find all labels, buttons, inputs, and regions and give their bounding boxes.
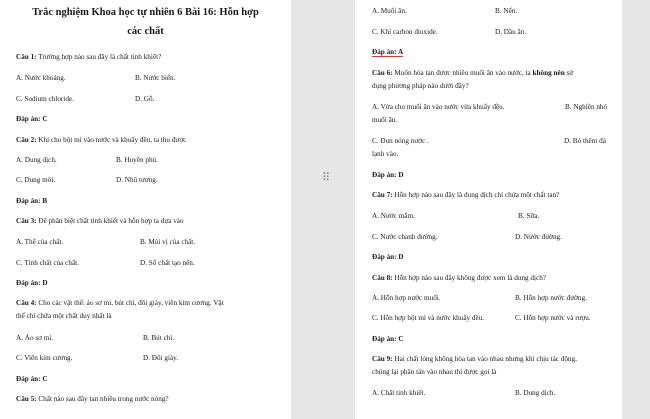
q6-option-d[interactable]: D. Bỏ thêm đá bbox=[564, 137, 606, 145]
question-4-line2: thể chỉ chứa một chất duy nhất là bbox=[16, 312, 112, 320]
q3-option-d[interactable]: D. Số chất tạo nên. bbox=[140, 259, 195, 267]
q4-answer: Đáp án: C bbox=[16, 375, 48, 383]
q1-option-c[interactable]: C. Sodium chloride. bbox=[16, 95, 74, 103]
q2-option-d[interactable]: D. Nhũ tương. bbox=[116, 176, 158, 184]
document-page-right bbox=[355, 0, 622, 419]
question-7: Câu 7: Hỗn hợp nào sau đây là dung dịch chỉ chứa một chất tan? bbox=[372, 191, 560, 199]
q1-option-b[interactable]: B. Nước biển. bbox=[135, 74, 176, 82]
q7-option-a[interactable]: A. Nước mắm. bbox=[372, 212, 415, 220]
question-9-line1: Câu 9: Hai chất lỏng không hòa tan vào nhau nhưng khi chịu tác động, bbox=[372, 355, 577, 363]
q4-option-d[interactable]: D. Đôi giày. bbox=[143, 354, 179, 362]
q3-option-b[interactable]: B. Mùi vị của chất. bbox=[140, 238, 196, 246]
q4-option-c[interactable]: C. Viên kim cương. bbox=[16, 354, 73, 362]
q1-answer: Đáp án: C bbox=[16, 115, 48, 123]
q8-option-b[interactable]: B. Hỗn hợp nước đường. bbox=[515, 294, 587, 302]
q7-answer: Đáp án: D bbox=[372, 253, 404, 261]
q6-option-a[interactable]: A. Vừa cho muối ăn vào nước vừa khuấy đều. bbox=[372, 103, 505, 111]
drag-handle-icon[interactable]: ⠿ bbox=[322, 171, 331, 184]
q9-option-a[interactable]: A. Chất tinh khiết. bbox=[372, 389, 426, 397]
q5-option-a[interactable]: A. Muối ăn. bbox=[372, 7, 407, 15]
q7-option-b[interactable]: B. Sữa. bbox=[518, 212, 540, 220]
question-1: Câu 1: Trường hợp nào sau đây là chất tinh khiết? bbox=[16, 53, 162, 61]
q7-option-c[interactable]: C. Nước chanh đường. bbox=[372, 233, 438, 241]
q1-option-a[interactable]: A. Nước khoáng. bbox=[16, 74, 66, 82]
q1-option-d[interactable]: D. Gỗ. bbox=[135, 95, 155, 103]
q6-option-c-cont: lạnh vào. bbox=[372, 150, 399, 158]
q6-option-b[interactable]: B. Nghiền nhỏ bbox=[565, 103, 608, 111]
question-6-line1: Câu 6: Muốn hòa tan được nhiều muối ăn vào nước, ta không nên sử bbox=[372, 69, 574, 77]
q6-answer: Đáp án: D bbox=[372, 171, 404, 179]
q2-option-a[interactable]: A. Dung dịch. bbox=[16, 156, 57, 164]
q5-option-c[interactable]: C. Khí carbon dioxide. bbox=[372, 28, 438, 36]
q5-answer: Đáp án: A bbox=[372, 48, 404, 56]
question-9-line2: chúng lại phân tán vào nhau thì được gọi là bbox=[372, 368, 497, 376]
document-title-line1: Trắc nghiệm Khoa học tự nhiên 6 Bài 16: Hỗn hợp bbox=[32, 7, 259, 18]
q4-option-a[interactable]: A. Áo sơ mi. bbox=[16, 334, 54, 342]
question-3: Câu 3: Để phân biệt chất tinh khiết và hỗn hợp ta dựa vào bbox=[16, 217, 184, 225]
q8-option-d[interactable]: C. Hỗn hợp nước và rượu. bbox=[515, 314, 591, 322]
q5-option-d[interactable]: D. Dầu ăn. bbox=[495, 28, 527, 36]
q3-option-a[interactable]: A. Thể của chất. bbox=[16, 238, 64, 246]
question-8: Câu 8: Hỗn hợp nào sau đây không được xem là dung dịch? bbox=[372, 274, 546, 282]
q8-option-c[interactable]: C. Hỗn hợp bột mì và nước khuấy đều. bbox=[372, 314, 485, 322]
q3-answer: Đáp án: D bbox=[16, 279, 48, 287]
q3-option-c[interactable]: C. Tính chất của chất. bbox=[16, 259, 79, 267]
q6-option-c[interactable]: C. Đun nóng nước . bbox=[372, 137, 429, 145]
q2-option-b[interactable]: B. Huyền phù. bbox=[116, 156, 158, 164]
question-5: Câu 5: Chất nào sau đây tan nhiều trong nước nóng? bbox=[16, 395, 169, 403]
question-2: Câu 2: Khi cho bột mì vào nước và khuấy đều, ta thu được bbox=[16, 136, 187, 144]
question-4-line1: Câu 4: Cho các vật thể: áo sơ mi, bút chì, đôi giày, viên kim cương. Vật bbox=[16, 299, 224, 307]
document-title-line2: các chất bbox=[127, 26, 164, 37]
q2-answer: Đáp án: B bbox=[16, 197, 48, 205]
q5-option-b[interactable]: B. Nến. bbox=[495, 7, 518, 15]
q8-option-a[interactable]: A. Hỗn hợp nước muối. bbox=[372, 294, 441, 302]
q7-option-d[interactable]: D. Nước đường. bbox=[515, 233, 562, 241]
q8-answer: Đáp án: C bbox=[372, 335, 404, 343]
q4-option-b[interactable]: B. Bút chì. bbox=[143, 334, 175, 342]
q6-option-a-cont: muối ăn. bbox=[372, 116, 398, 124]
q2-option-c[interactable]: C. Dung môi. bbox=[16, 176, 56, 184]
q9-option-b[interactable]: B. Dung dịch. bbox=[515, 389, 556, 397]
question-6-line2: dụng phương pháp nào dưới đây? bbox=[372, 82, 469, 90]
document-page-left bbox=[0, 0, 291, 419]
